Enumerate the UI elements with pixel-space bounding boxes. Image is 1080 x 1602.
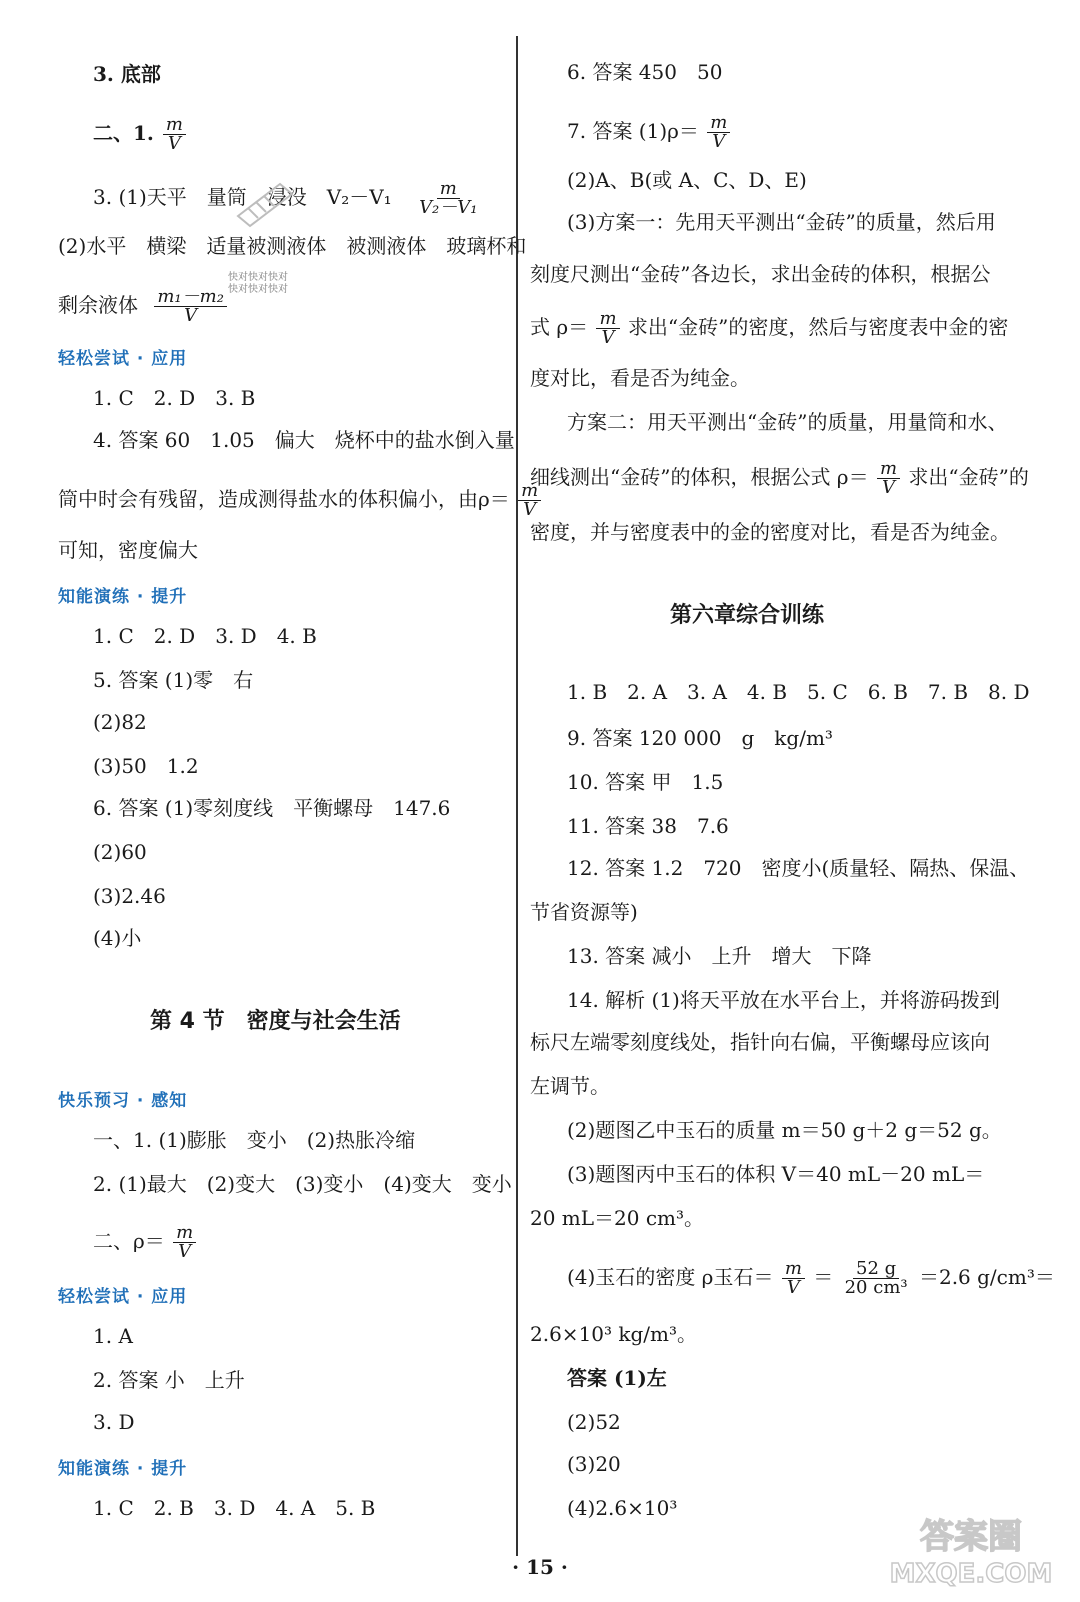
section-title: 第 4 节 密度与社会生活: [150, 1009, 401, 1034]
answer-line: 1. A: [93, 1324, 133, 1348]
answer-line: 9. 答案 120 000 g kg/m³: [567, 726, 833, 750]
answer-line: 6. 答案 (1)零刻度线 平衡螺母 147.6: [93, 796, 451, 820]
section-title: 第六章综合训练: [670, 603, 825, 628]
answer-line: (2)82: [93, 710, 147, 734]
fraction: $\frac{m}{V}$: [596, 310, 619, 347]
answer-line: (2)52: [567, 1410, 621, 1434]
answer-line: 2. 答案 小 上升: [93, 1368, 245, 1392]
column-divider: [516, 36, 518, 1556]
answer-line: (4)2.6×10³: [567, 1496, 678, 1520]
watermark-logo-icon: [230, 172, 310, 232]
answer-line: 10. 答案 甲 1.5: [567, 770, 724, 794]
answer-line: 方案二：用天平测出“金砖”的质量，用量筒和水、: [567, 410, 1008, 434]
answer-line: 1. C 2. D 3. B: [93, 386, 256, 410]
answer-line: 11. 答案 38 7.6: [567, 814, 729, 838]
answer-line: 节省资源等): [530, 900, 638, 924]
section-heading: 知能演练 · 提升: [58, 1459, 188, 1479]
answer-line: (4)玉石的密度 ρ玉石＝ $\frac{m}{V}$ ＝ $\frac{52 g}{\text{20 cm³}}$ ＝2.6 g/cm³＝: [567, 1258, 1055, 1298]
answer-line: 标尺左端零刻度线处，指针向右偏，平衡螺母应该向: [530, 1030, 990, 1054]
answer-line: 左调节。: [530, 1074, 610, 1098]
answer-line: 12. 答案 1.2 720 密度小(质量轻、隔热、保温、: [567, 856, 1030, 880]
answer-line: (3)50 1.2: [93, 754, 199, 778]
answer-line: 二、ρ＝ $\frac{m}{V}$: [93, 1224, 198, 1261]
answer-line: 20 mL＝20 cm³。: [530, 1206, 705, 1230]
answer-line: 6. 答案 450 50: [567, 60, 723, 84]
answer-line: 可知，密度偏大: [58, 538, 198, 562]
svg-text:答案圈: 答案圈: [920, 1517, 1022, 1557]
answer-line: 度对比，看是否为纯金。: [530, 366, 750, 390]
answer-line: 7. 答案 (1)ρ＝ $\frac{m}{V}$: [567, 114, 732, 151]
fraction: $\frac{52 g}{\text{20 cm³}}$: [844, 1258, 908, 1298]
fraction: $\frac{m}{V}$: [877, 460, 900, 497]
answer-line: 剩余液体 $\frac{\text{m₁－m₂}}{V}$: [58, 288, 229, 325]
fraction: $\frac{\text{m₁－m₂}}{V}$: [154, 288, 227, 325]
answer-line: 1. B 2. A 3. A 4. B 5. C 6. B 7. B 8. D: [567, 680, 1030, 704]
section-heading: 轻松尝试 · 应用: [58, 1287, 188, 1307]
answer-line: 2.6×10³ kg/m³。: [530, 1322, 698, 1346]
answer-line: 一、1. (1)膨胀 变小 (2)热胀冷缩: [93, 1128, 416, 1152]
answer-line: 式 ρ＝ $\frac{m}{V}$ 求出“金砖”的密度，然后与密度表中金的密: [530, 308, 1009, 348]
answer-line: 二、1. $\frac{m}{V}$: [93, 116, 188, 153]
answer-line: (2)水平 横梁 适量被测液体 被测液体 玻璃杯和: [58, 234, 527, 258]
answer-line: 密度，并与密度表中的金的密度对比，看是否为纯金。: [530, 520, 1010, 544]
answer-line: (3)2.46: [93, 884, 166, 908]
answer-line: 4. 答案 60 1.05 偏大 烧杯中的盐水倒入量: [93, 428, 515, 452]
answer-line: 刻度尺测出“金砖”各边长，求出金砖的体积，根据公: [530, 262, 991, 286]
section-heading: 轻松尝试 · 应用: [58, 349, 188, 369]
answer-line: (2)题图乙中玉石的质量 m＝50 g＋2 g＝52 g。: [567, 1118, 1002, 1142]
answer-line: 2. (1)最大 (2)变大 (3)变小 (4)变大 变小: [93, 1172, 512, 1196]
answer-line: (3)20: [567, 1452, 621, 1476]
fraction: $\frac{m}{V}$: [163, 116, 186, 153]
answer-line: 3. 底部: [93, 62, 161, 86]
fraction: $\frac{m}{V}$: [782, 1260, 805, 1297]
answer-line: 3. (1)天平 量筒 浸没 V₂－V₁ $\frac{m}{\text{V₂－V₁}}$: [93, 180, 483, 217]
watermark-text: 快对快对快对 快对快对快对: [228, 272, 288, 295]
answer-line: 14. 解析 (1)将天平放在水平台上，并将游码拨到: [567, 988, 1000, 1012]
answer-line: 1. C 2. D 3. D 4. B: [93, 624, 317, 648]
corner-watermark-logo-icon: [876, 1510, 1066, 1590]
answer-line: 5. 答案 (1)零 右: [93, 668, 254, 692]
section-heading: 快乐预习 · 感知: [58, 1091, 188, 1111]
fraction: $\frac{m}{\text{V₂－V₁}}$: [419, 178, 478, 218]
svg-text:MXQE.COM: MXQE.COM: [889, 1559, 1053, 1589]
answer-line: (4)小: [93, 926, 142, 950]
answer-line: (2)60: [93, 840, 147, 864]
answer-line: 3. D: [93, 1410, 135, 1434]
section-heading: 知能演练 · 提升: [58, 587, 188, 607]
answer-line: (3)题图丙中玉石的体积 V＝40 mL－20 mL＝: [567, 1162, 985, 1186]
answer-line: 筒中时会有残留，造成测得盐水的体积偏小，由ρ＝ $\frac{m}{V}$: [58, 482, 543, 519]
answer-line: 答案 (1)左: [567, 1366, 667, 1390]
answer-line: 1. C 2. B 3. D 4. A 5. B: [93, 1496, 376, 1520]
answer-line: 13. 答案 减小 上升 增大 下降: [567, 944, 872, 968]
fraction: $\frac{m}{V}$: [707, 114, 730, 151]
fraction: $\frac{m}{V}$: [518, 482, 541, 519]
page-number: · 15 ·: [512, 1555, 568, 1579]
fraction: $\frac{m}{V}$: [173, 1224, 196, 1261]
answer-line: (2)A、B(或 A、C、D、E): [567, 168, 807, 192]
answer-line: 细线测出“金砖”的体积，根据公式 ρ＝ $\frac{m}{V}$ 求出“金砖”的: [530, 458, 1029, 498]
answer-line: (3)方案一：先用天平测出“金砖”的质量，然后用: [567, 210, 996, 234]
